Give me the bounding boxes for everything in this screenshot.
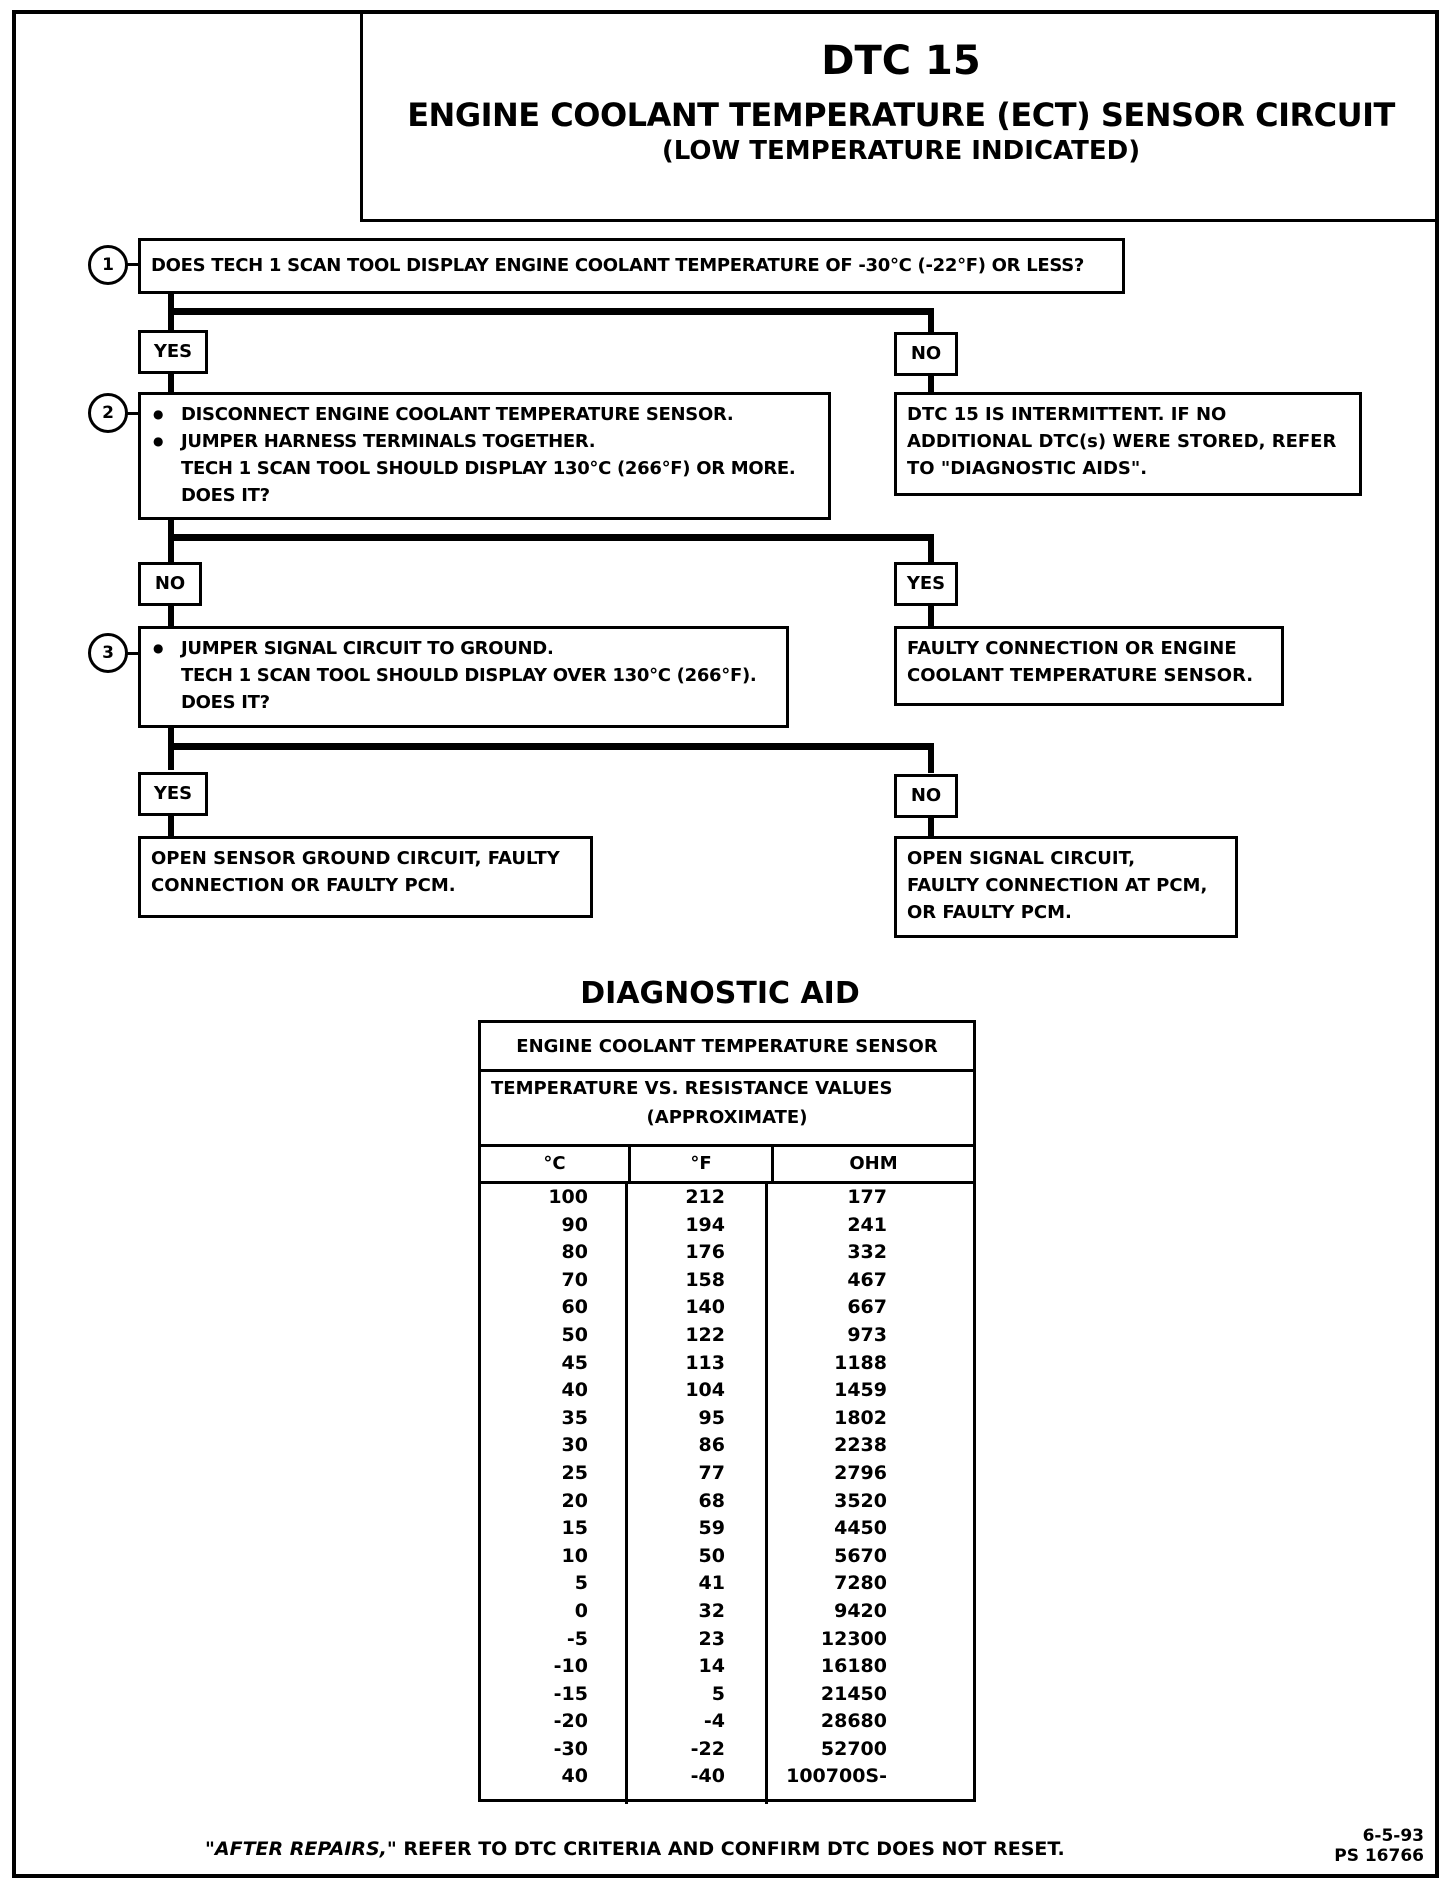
table-subtitle — [481, 1072, 973, 1147]
fahrenheit-cell: 5 — [711, 1682, 725, 1705]
fahrenheit-cell: 158 — [685, 1268, 725, 1291]
fahrenheit-cell: 212 — [685, 1186, 725, 1208]
ohm-cell: 1188 — [834, 1351, 887, 1374]
ohm-cell: 177 — [847, 1186, 887, 1208]
step-3-line-2: DOES IT? — [181, 692, 270, 713]
connector-2-down — [168, 518, 174, 564]
step-3-yes-result — [138, 836, 593, 918]
ohm-cell: 9420 — [834, 1599, 887, 1622]
step-2-bullet-1: ● DISCONNECT ENGINE COOLANT TEMPERATURE SENSOR. — [151, 401, 818, 428]
step-3-no-label: NO — [894, 774, 958, 818]
step-2-question — [138, 392, 831, 520]
step-1-no-label: NO — [894, 332, 958, 376]
step-2-line-2: DOES IT? — [181, 485, 270, 506]
ohm-cell: 16180 — [820, 1655, 887, 1678]
table-subtitle-line-2: (APPROXIMATE) — [646, 1107, 808, 1128]
connector-1-branch — [168, 308, 934, 315]
ohm-cell: 2238 — [834, 1434, 887, 1457]
fahrenheit-cell: 176 — [685, 1241, 725, 1264]
fahrenheit-cell: 194 — [685, 1213, 725, 1236]
diagnostic-aid-title: DIAGNOSTIC AID — [580, 976, 860, 1011]
table-header-row — [481, 1147, 973, 1184]
result-line: ADDITIONAL DTC(s) WERE STORED, REFER — [907, 431, 1337, 452]
step-2-no-label: NO — [138, 562, 202, 606]
celsius-cell: 20 — [561, 1489, 588, 1512]
celsius-cell: 70 — [561, 1268, 588, 1291]
celsius-cell: 100 — [548, 1186, 588, 1208]
celsius-cell: 50 — [561, 1323, 588, 1346]
celsius-cell: 40 — [561, 1379, 588, 1402]
page-title: ENGINE COOLANT TEMPERATURE (ECT) SENSOR CIRCUIT — [407, 96, 1395, 134]
fahrenheit-cell: 95 — [698, 1406, 725, 1429]
connector-2-right — [928, 534, 934, 564]
celsius-cell: 25 — [561, 1461, 588, 1484]
table-body — [481, 1184, 973, 1804]
result-line: TO "DIAGNOSTIC AIDS". — [907, 458, 1148, 479]
ohm-cell: 467 — [847, 1268, 887, 1291]
connector-2-yes — [928, 604, 934, 628]
celsius-cell: 40 — [561, 1765, 588, 1788]
celsius-cell: 30 — [561, 1434, 588, 1457]
result-line: CONNECTION OR FAULTY PCM. — [151, 875, 456, 896]
fahrenheit-cell: 86 — [698, 1434, 725, 1457]
ohm-cell: 1459 — [834, 1379, 887, 1402]
celsius-cell: -5 — [566, 1627, 588, 1650]
ohm-cell: 28680 — [820, 1710, 887, 1733]
step-2-line-1: TECH 1 SCAN TOOL SHOULD DISPLAY 130°C (266°F) OR MORE. — [181, 458, 796, 479]
celsius-cell: -30 — [553, 1737, 588, 1760]
celsius-cell: 10 — [561, 1544, 588, 1567]
footer-note — [205, 1838, 1065, 1860]
ohm-cell: 241 — [847, 1213, 887, 1236]
ohm-cell: 973 — [847, 1323, 887, 1346]
ohm-cell: 667 — [847, 1296, 887, 1319]
ohm-cell: 21450 — [820, 1682, 887, 1705]
step-3-line-1: TECH 1 SCAN TOOL SHOULD DISPLAY OVER 130°C (266°F). — [181, 665, 757, 686]
step-3-bullet-1: ● JUMPER SIGNAL CIRCUIT TO GROUND. — [151, 635, 776, 662]
ohm-column — [768, 1184, 973, 1804]
step-number-3: 3 — [88, 633, 128, 673]
column-header-fahrenheit: °F — [631, 1147, 774, 1181]
page-subtitle: (LOW TEMPERATURE INDICATED) — [661, 136, 1141, 166]
fahrenheit-cell: 68 — [698, 1489, 725, 1512]
celsius-cell: 5 — [574, 1572, 588, 1595]
step-3-question — [138, 626, 789, 728]
ohm-cell: 332 — [847, 1241, 887, 1264]
result-line: OR FAULTY PCM. — [907, 902, 1072, 923]
step-2-bullet-2: ● JUMPER HARNESS TERMINALS TOGETHER. — [151, 428, 818, 455]
fahrenheit-cell: 77 — [698, 1461, 725, 1484]
connector-3-branch — [168, 743, 934, 750]
result-line: OPEN SIGNAL CIRCUIT, — [907, 848, 1136, 869]
ohm-cell: 2796 — [834, 1461, 887, 1484]
step-number-2: 2 — [88, 393, 128, 433]
result-line: FAULTY CONNECTION OR ENGINE — [907, 638, 1237, 659]
step-1-no-result — [894, 392, 1362, 496]
fahrenheit-cell: 113 — [685, 1351, 725, 1374]
fahrenheit-cell: 14 — [698, 1655, 725, 1678]
result-line: OPEN SENSOR GROUND CIRCUIT, FAULTY — [151, 848, 560, 869]
step-1-text: DOES TECH 1 SCAN TOOL DISPLAY ENGINE COOLANT TEMPERATURE OF -30°C (-22°F) OR LESS? — [151, 255, 1085, 276]
step-1-question — [138, 238, 1125, 294]
celsius-cell: 15 — [561, 1517, 588, 1540]
celsius-cell: 0 — [574, 1599, 588, 1622]
title-block — [360, 10, 1439, 222]
ohm-cell: 3520 — [834, 1489, 887, 1512]
celsius-cell: -10 — [553, 1655, 588, 1678]
ohm-cell: 5670 — [834, 1544, 887, 1567]
step-3-yes-label: YES — [138, 772, 208, 816]
ohm-cell: 12300 — [820, 1627, 887, 1650]
column-header-ohm: OHM — [849, 1153, 898, 1174]
step-1-yes-label: YES — [138, 330, 208, 374]
result-line: COOLANT TEMPERATURE SENSOR. — [907, 665, 1254, 686]
celsius-cell: 35 — [561, 1406, 588, 1429]
fahrenheit-cell: 50 — [698, 1544, 725, 1567]
result-line: DTC 15 IS INTERMITTENT. IF NO — [907, 404, 1227, 425]
celsius-cell: -15 — [553, 1682, 588, 1705]
document-date: 6-5-93 — [1362, 1826, 1424, 1846]
celsius-cell: 60 — [561, 1296, 588, 1319]
dtc-code: DTC 15 — [821, 38, 981, 84]
table-subtitle-line-1: TEMPERATURE VS. RESISTANCE VALUES — [491, 1078, 893, 1099]
fahrenheit-column — [628, 1184, 768, 1804]
connector-2-branch — [168, 534, 934, 541]
document-stamp — [1334, 1826, 1424, 1866]
resistance-table — [478, 1020, 976, 1802]
celsius-cell: 80 — [561, 1241, 588, 1264]
fahrenheit-cell: 23 — [698, 1627, 725, 1650]
step-number-1: 1 — [88, 245, 128, 285]
celsius-column — [481, 1184, 628, 1804]
ohm-cell: 4450 — [834, 1517, 887, 1540]
celsius-cell: 90 — [561, 1213, 588, 1236]
celsius-cell: 45 — [561, 1351, 588, 1374]
ohm-cell: 100700S- — [786, 1765, 887, 1788]
fahrenheit-cell: 41 — [698, 1572, 725, 1595]
fahrenheit-cell: 104 — [685, 1379, 725, 1402]
fahrenheit-cell: 32 — [698, 1599, 725, 1622]
step-2-yes-label: YES — [894, 562, 958, 606]
table-title: ENGINE COOLANT TEMPERATURE SENSOR — [481, 1023, 973, 1072]
footer-text: REFER TO DTC CRITERIA AND CONFIRM DTC DOES NOT RESET. — [396, 1838, 1065, 1860]
connector-2-no — [168, 604, 174, 628]
column-header-celsius: °C — [481, 1147, 631, 1181]
step-2-yes-result — [894, 626, 1284, 706]
ohm-cell: 7280 — [834, 1572, 887, 1595]
fahrenheit-cell: 122 — [685, 1323, 725, 1346]
ohm-cell: 52700 — [820, 1737, 887, 1760]
footer-emphasis: "AFTER REPAIRS," — [205, 1838, 397, 1860]
document-ref: PS 16766 — [1334, 1846, 1424, 1866]
ohm-cell: 1802 — [834, 1406, 887, 1429]
celsius-cell: -20 — [553, 1710, 588, 1733]
connector-3-right — [928, 743, 934, 773]
fahrenheit-cell: 59 — [698, 1517, 725, 1540]
fahrenheit-cell: -40 — [690, 1765, 725, 1788]
result-line: FAULTY CONNECTION AT PCM, — [907, 875, 1208, 896]
fahrenheit-cell: -22 — [690, 1737, 725, 1760]
fahrenheit-cell: 140 — [685, 1296, 725, 1319]
fahrenheit-cell: -4 — [703, 1710, 725, 1733]
step-3-no-result — [894, 836, 1238, 938]
